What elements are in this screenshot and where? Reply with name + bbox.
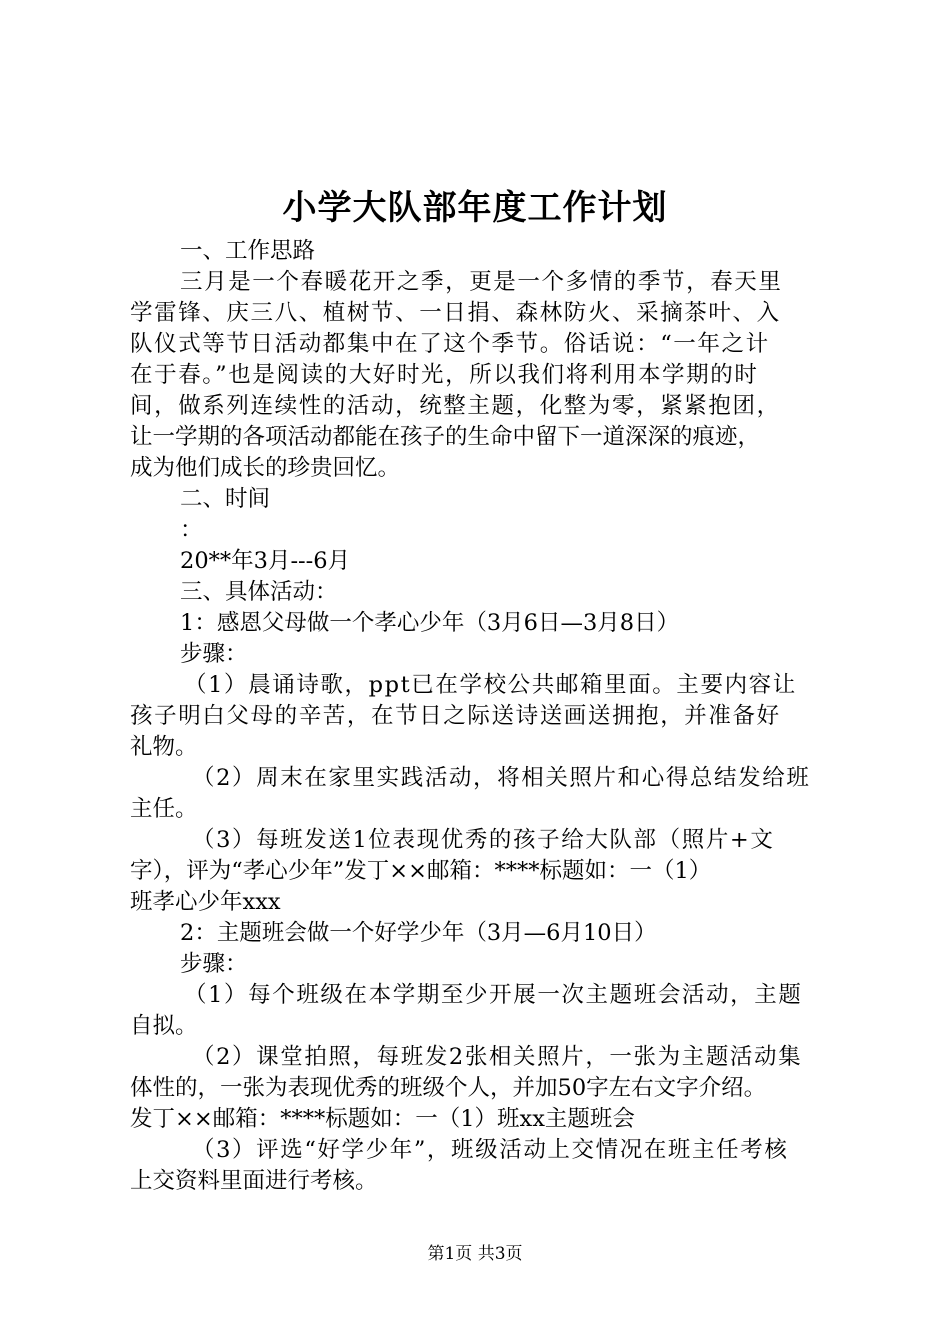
document-title: 小学大队部年度工作计划 [282, 188, 668, 228]
paragraph-line: 班孝心少年xxx [130, 889, 281, 915]
paragraph-line: 在于春。”也是阅读的大好时光，所以我们将利用本学期的时 [130, 362, 759, 388]
paragraph-line: （2）周末在家里实践活动，将相关照片和心得总结发给班 [192, 765, 811, 791]
paragraph-line: 孩子明白父母的辛苦，在节日之际送诗送画送拥抱，并准备好 [130, 703, 781, 729]
paragraph-line: （3）每班发送1位表现优秀的孩子给大队部（照片+文 [192, 827, 775, 853]
paragraph-line: 字），评为“孝心少年”发丁××邮箱：****标题如：一（1） [130, 858, 712, 884]
paragraph-line: 上交资料里面进行考核。 [130, 1168, 378, 1194]
paragraph-line: 成为他们成长的珍贵回忆。 [130, 455, 401, 481]
section-heading: 一、工作思路 [180, 238, 316, 264]
paragraph-line: 让一学期的各项活动都能在孩子的生命中留下一道深深的痕迹， [130, 424, 761, 450]
paragraph-line: 自拟。 [130, 1013, 198, 1039]
section-heading: 二、时间 [180, 486, 271, 512]
paragraph-line: 体性的，一张为表现优秀的班级个人，并加50字左右文字介绍。 [130, 1075, 767, 1101]
paragraph-line: 间，做系列连续性的活动，统整主题，化整为零，紧紧抱团， [130, 393, 781, 419]
page-footer: 第1页 共3页 [427, 1244, 523, 1264]
steps-label: 步骤： [180, 641, 248, 667]
steps-label: 步骤： [180, 951, 248, 977]
paragraph-line: 礼物。 [130, 734, 198, 760]
paragraph-line: 发丁××邮箱：****标题如：一（1）班xx主题班会 [130, 1106, 635, 1132]
paragraph-line: ： [180, 517, 203, 543]
paragraph-line: （3）评选“好学少年”，班级活动上交情况在班主任考核 [192, 1137, 789, 1163]
paragraph-line: 队仪式等节日活动都集中在了这个季节。俗话说：“一年之计 [130, 331, 770, 357]
paragraph-line: （1）晨诵诗歌，ppt已在学校公共邮箱里面。主要内容让 [184, 672, 797, 698]
paragraph-line: （2）课堂拍照，每班发2张相关照片，一张为主题活动集 [192, 1044, 803, 1070]
section-heading: 三、具体活动： [180, 579, 338, 605]
activity-heading: 1：感恩父母做一个孝心少年（3月6日—3月8日） [180, 610, 680, 636]
paragraph-line: 20**年3月---6月 [180, 548, 351, 574]
paragraph-line: 三月是一个春暖花开之季，更是一个多情的季节，春天里 [180, 269, 783, 295]
paragraph-line: （1）每个班级在本学期至少开展一次主题班会活动，主题 [184, 982, 803, 1008]
document-body [130, 236, 835, 1197]
paragraph-line: 学雷锋、庆三八、植树节、一日捐、森林防火、采摘茶叶、入 [130, 300, 781, 326]
activity-heading: 2：主题班会做一个好学少年（3月—6月10日） [180, 920, 657, 946]
paragraph-line: 主任。 [130, 796, 198, 822]
